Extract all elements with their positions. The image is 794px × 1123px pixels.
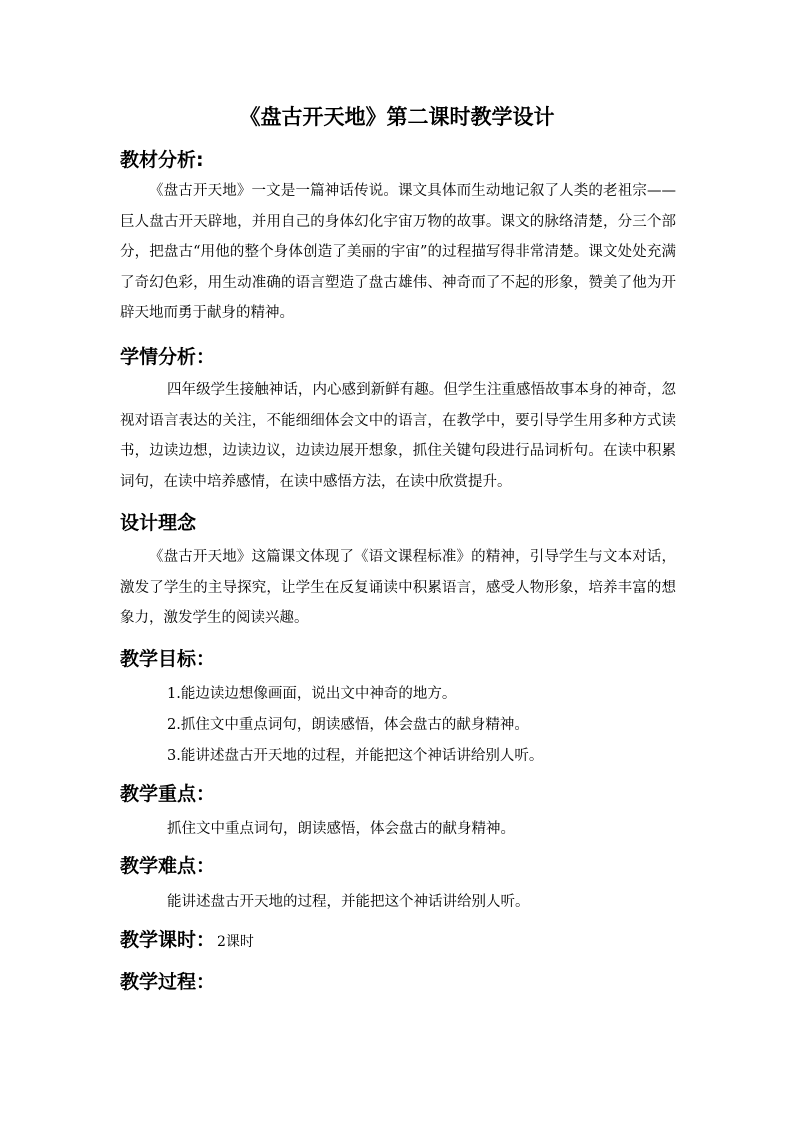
teaching-process-heading: 教学过程： — [120, 971, 216, 993]
teaching-goals-heading: 教学目标： — [120, 648, 216, 670]
teaching-key-text: 抓住文中重点词句，朗读感悟，体会盘古的献身精神。 — [167, 821, 515, 837]
teaching-difficulty-heading: 教学难点： — [120, 855, 216, 877]
teaching-goal-item: 2.抓住文中重点词句，朗读感悟，体会盘古的献身精神。 — [167, 717, 529, 733]
material-analysis-text: 《盘古开天地》一文是一篇神话传说。课文具体而生动地记叙了人类的老祖宗——巨人盘古开天辟地，并用自己的身体幻化宇宙万物的故事。课文的脉络清楚，分三个部分，把盘古“用他的整个身体创造了美丽的宇宙”的过程描写得非常清楚。课文处处充满了奇幻色彩，用生动准确的语言塑造了盘古雄伟、神奇而了不起的形象，赞美了他为开辟天地而勇于献身的精神。 — [120, 183, 676, 321]
student-analysis-heading: 学情分析： — [120, 346, 216, 368]
teaching-hours-row — [120, 927, 254, 955]
material-analysis-heading: 教材分析: — [120, 149, 204, 171]
student-analysis-text: 四年级学生接触神话，内心感到新鲜有趣。但学生注重感悟故事本身的神奇，忽视对语言表达的关注，不能细细体会文中的语言，在教学中，要引导学生用多种方式读书，边读边想，边读边议，边读边展开想象，抓住关键句段进行品词析句。在读中积累词句，在读中培养感情，在读中感悟方法，在读中欣赏提升。 — [120, 382, 676, 490]
teaching-key-heading: 教学重点： — [120, 783, 216, 805]
design-concept-heading: 设计理念 — [120, 512, 197, 534]
teaching-hours-value: 2课时 — [217, 934, 254, 950]
document-title: 《盘古开天地》第二课时教学设计 — [239, 105, 555, 129]
design-concept-text: 《盘古开天地》这篇课文体现了《语文课程标准》的精神，引导学生与文本对话，激发了学生的主导探究，让学生在反复诵读中积累语言，感受人物形象，培养丰富的想象力，激发学生的阅读兴趣。 — [120, 549, 676, 626]
teaching-difficulty-text: 能讲述盘古开天地的过程，并能把这个神话讲给别人听。 — [167, 894, 530, 910]
teaching-goal-item: 1.能边读边想像画面，说出文中神奇的地方。 — [167, 686, 457, 702]
teaching-goal-item: 3.能讲述盘古开天地的过程，并能把这个神话讲给别人听。 — [167, 748, 544, 764]
teaching-hours-heading: 教学课时： — [120, 929, 216, 951]
